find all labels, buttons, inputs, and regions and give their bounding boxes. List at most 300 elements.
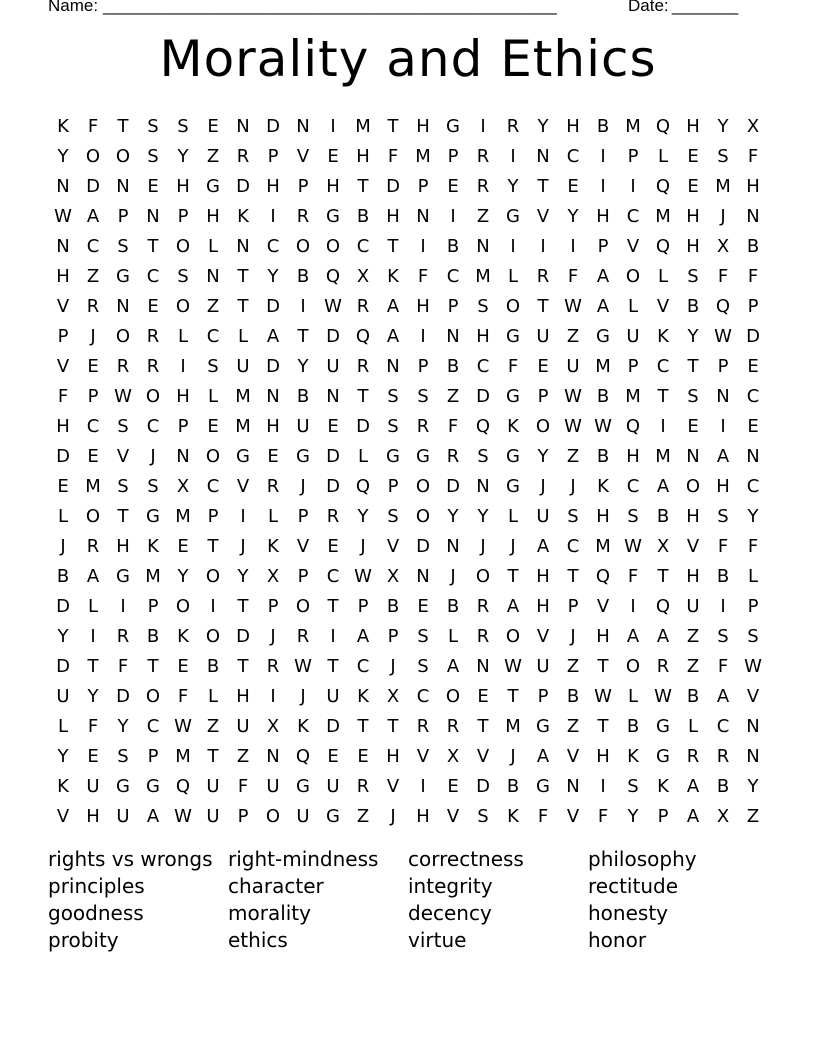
grid-letter[interactable]: I [420, 236, 426, 257]
grid-letter[interactable]: V [626, 236, 640, 257]
grid-letter[interactable]: Z [206, 296, 220, 317]
grid-letter[interactable]: S [117, 746, 129, 767]
grid-letter[interactable]: T [207, 746, 219, 767]
grid-letter[interactable]: H [326, 176, 340, 197]
grid-letter[interactable]: R [236, 146, 250, 167]
grid-letter[interactable]: C [266, 236, 280, 257]
grid-letter[interactable]: T [117, 116, 129, 137]
grid-letter[interactable]: K [627, 746, 639, 767]
grid-letter[interactable]: V [536, 626, 550, 647]
grid-letter[interactable]: P [177, 206, 189, 227]
grid-letter[interactable]: D [476, 386, 490, 407]
grid-letter[interactable]: B [596, 386, 610, 407]
grid-letter[interactable]: T [597, 716, 609, 737]
grid-letter[interactable]: J [90, 326, 96, 347]
grid-letter[interactable]: R [476, 596, 490, 617]
grid-letter[interactable]: H [116, 536, 130, 557]
grid-letter[interactable]: A [536, 536, 550, 557]
grid-letter[interactable]: N [206, 266, 220, 287]
grid-letter[interactable]: B [686, 296, 700, 317]
grid-letter[interactable]: J [300, 476, 306, 497]
grid-letter[interactable]: T [507, 566, 519, 587]
grid-letter[interactable]: Q [355, 476, 371, 497]
grid-letter[interactable]: T [237, 266, 249, 287]
grid-letter[interactable]: E [87, 746, 99, 767]
grid-letter[interactable]: U [326, 776, 340, 797]
grid-letter[interactable]: Q [355, 326, 371, 347]
grid-letter[interactable]: G [116, 566, 130, 587]
grid-letter[interactable]: T [537, 296, 549, 317]
grid-letter[interactable]: W [744, 656, 762, 677]
grid-letter[interactable]: R [296, 206, 310, 227]
grid-letter[interactable]: G [506, 386, 520, 407]
grid-letter[interactable]: C [146, 416, 160, 437]
grid-letter[interactable]: R [656, 656, 670, 677]
grid-letter[interactable]: Q [325, 266, 341, 287]
grid-letter[interactable]: S [687, 266, 699, 287]
grid-letter[interactable]: N [266, 386, 280, 407]
grid-letter[interactable]: V [416, 746, 430, 767]
grid-letter[interactable]: R [116, 356, 130, 377]
grid-letter[interactable]: M [355, 116, 371, 137]
grid-letter[interactable]: G [446, 116, 460, 137]
grid-letter[interactable]: D [266, 296, 280, 317]
grid-letter[interactable]: N [746, 746, 760, 767]
grid-letter[interactable]: K [177, 626, 189, 647]
grid-letter[interactable]: X [356, 266, 370, 287]
grid-letter[interactable]: Z [686, 626, 700, 647]
grid-letter[interactable]: Q [655, 596, 671, 617]
grid-letter[interactable]: A [596, 266, 610, 287]
grid-letter[interactable]: P [747, 596, 759, 617]
grid-letter[interactable]: P [627, 146, 639, 167]
grid-letter[interactable]: A [356, 626, 370, 647]
grid-letter[interactable]: V [116, 446, 130, 467]
grid-letter[interactable]: L [357, 446, 369, 467]
grid-letter[interactable]: D [476, 776, 490, 797]
grid-letter[interactable]: O [325, 236, 341, 257]
grid-letter[interactable]: S [717, 146, 729, 167]
grid-letter[interactable]: O [625, 266, 641, 287]
grid-letter[interactable]: Y [477, 506, 489, 527]
grid-letter[interactable]: X [386, 686, 400, 707]
grid-letter[interactable]: S [477, 446, 489, 467]
grid-letter[interactable]: X [266, 716, 280, 737]
grid-letter[interactable]: F [87, 116, 99, 137]
grid-letter[interactable]: G [506, 206, 520, 227]
grid-letter[interactable]: Z [356, 806, 370, 827]
grid-letter[interactable]: E [537, 356, 549, 377]
grid-letter[interactable]: C [206, 326, 220, 347]
grid-letter[interactable]: D [326, 716, 340, 737]
grid-letter[interactable]: B [716, 776, 730, 797]
grid-letter[interactable]: E [147, 176, 159, 197]
grid-letter[interactable]: I [540, 236, 546, 257]
grid-letter[interactable]: G [236, 446, 250, 467]
grid-letter[interactable]: T [477, 716, 489, 737]
grid-letter[interactable]: A [506, 596, 520, 617]
grid-letter[interactable]: J [390, 806, 396, 827]
grid-letter[interactable]: D [56, 446, 70, 467]
grid-letter[interactable]: D [236, 176, 250, 197]
grid-letter[interactable]: A [86, 566, 100, 587]
grid-letter[interactable]: Q [715, 296, 731, 317]
grid-letter[interactable]: O [295, 236, 311, 257]
grid-letter[interactable]: B [446, 236, 460, 257]
grid-letter[interactable]: F [717, 266, 729, 287]
grid-letter[interactable]: O [265, 806, 281, 827]
grid-letter[interactable]: L [627, 296, 639, 317]
grid-letter[interactable]: Q [175, 776, 191, 797]
grid-letter[interactable]: R [506, 116, 520, 137]
grid-letter[interactable]: F [747, 536, 759, 557]
grid-letter[interactable]: R [716, 746, 730, 767]
grid-letter[interactable]: H [476, 326, 490, 347]
grid-letter[interactable]: U [536, 506, 550, 527]
grid-letter[interactable]: K [147, 536, 159, 557]
grid-letter[interactable]: A [86, 206, 100, 227]
grid-letter[interactable]: V [446, 806, 460, 827]
grid-letter[interactable]: I [510, 236, 516, 257]
grid-letter[interactable]: D [326, 476, 340, 497]
grid-letter[interactable]: I [420, 326, 426, 347]
grid-letter[interactable]: N [416, 206, 430, 227]
grid-letter[interactable]: K [597, 476, 609, 497]
grid-letter[interactable]: U [326, 686, 340, 707]
grid-letter[interactable]: E [87, 446, 99, 467]
grid-letter[interactable]: V [386, 536, 400, 557]
grid-letter[interactable]: Z [446, 386, 460, 407]
grid-letter[interactable]: R [476, 146, 490, 167]
grid-letter[interactable]: O [205, 446, 221, 467]
grid-letter[interactable]: T [387, 716, 399, 737]
grid-letter[interactable]: A [146, 806, 160, 827]
grid-letter[interactable]: I [330, 116, 336, 137]
grid-letter[interactable]: P [147, 596, 159, 617]
grid-letter[interactable]: O [205, 626, 221, 647]
grid-letter[interactable]: V [476, 746, 490, 767]
grid-letter[interactable]: A [716, 686, 730, 707]
grid-letter[interactable]: H [686, 116, 700, 137]
grid-letter[interactable]: N [566, 776, 580, 797]
grid-letter[interactable]: C [566, 146, 580, 167]
grid-letter[interactable]: D [326, 326, 340, 347]
grid-letter[interactable]: J [240, 536, 246, 557]
grid-letter[interactable]: U [266, 776, 280, 797]
grid-letter[interactable]: F [87, 716, 99, 737]
grid-letter[interactable]: S [147, 476, 159, 497]
grid-letter[interactable]: N [716, 386, 730, 407]
grid-letter[interactable]: L [87, 596, 99, 617]
grid-letter[interactable]: O [145, 686, 161, 707]
grid-letter[interactable]: H [536, 566, 550, 587]
grid-letter[interactable]: L [627, 686, 639, 707]
grid-letter[interactable]: B [56, 566, 70, 587]
grid-letter[interactable]: X [656, 536, 670, 557]
grid-letter[interactable]: T [507, 686, 519, 707]
grid-letter[interactable]: C [566, 536, 580, 557]
grid-letter[interactable]: N [446, 536, 460, 557]
grid-letter[interactable]: C [656, 356, 670, 377]
grid-letter[interactable]: H [206, 206, 220, 227]
grid-letter[interactable]: Y [507, 176, 519, 197]
grid-letter[interactable]: S [567, 506, 579, 527]
grid-letter[interactable]: X [716, 236, 730, 257]
grid-letter[interactable]: G [296, 446, 310, 467]
grid-letter[interactable]: G [416, 446, 430, 467]
grid-letter[interactable]: N [236, 236, 250, 257]
grid-letter[interactable]: J [540, 476, 546, 497]
grid-letter[interactable]: P [627, 356, 639, 377]
grid-letter[interactable]: M [235, 416, 251, 437]
grid-letter[interactable]: P [207, 506, 219, 527]
grid-letter[interactable]: U [296, 416, 310, 437]
grid-letter[interactable]: G [536, 716, 550, 737]
grid-letter[interactable]: X [176, 476, 190, 497]
grid-letter[interactable]: H [266, 416, 280, 437]
grid-letter[interactable]: L [267, 506, 279, 527]
grid-letter[interactable]: J [510, 746, 516, 767]
grid-letter[interactable]: R [356, 356, 370, 377]
grid-letter[interactable]: N [416, 566, 430, 587]
grid-letter[interactable]: U [566, 356, 580, 377]
grid-letter[interactable]: K [237, 206, 249, 227]
grid-letter[interactable]: Z [686, 656, 700, 677]
grid-letter[interactable]: K [387, 266, 399, 287]
grid-letter[interactable]: U [236, 716, 250, 737]
grid-letter[interactable]: Y [177, 146, 189, 167]
grid-letter[interactable]: D [56, 596, 70, 617]
grid-letter[interactable]: O [625, 656, 641, 677]
grid-letter[interactable]: B [716, 566, 730, 587]
grid-letter[interactable]: A [626, 626, 640, 647]
grid-letter[interactable]: P [447, 146, 459, 167]
grid-letter[interactable]: N [746, 446, 760, 467]
grid-letter[interactable]: O [115, 326, 131, 347]
grid-letter[interactable]: C [626, 206, 640, 227]
grid-letter[interactable]: E [327, 746, 339, 767]
grid-letter[interactable]: H [536, 596, 550, 617]
grid-letter[interactable]: C [746, 476, 760, 497]
grid-letter[interactable]: N [476, 236, 490, 257]
grid-letter[interactable]: F [447, 416, 459, 437]
grid-letter[interactable]: Y [87, 686, 99, 707]
grid-letter[interactable]: C [86, 416, 100, 437]
grid-letter[interactable]: E [177, 536, 189, 557]
grid-letter[interactable]: D [86, 176, 100, 197]
grid-letter[interactable]: M [175, 506, 191, 527]
grid-letter[interactable]: I [480, 116, 486, 137]
grid-letter[interactable]: F [387, 146, 399, 167]
grid-letter[interactable]: N [266, 746, 280, 767]
grid-letter[interactable]: Y [267, 266, 279, 287]
grid-letter[interactable]: E [207, 116, 219, 137]
grid-letter[interactable]: K [357, 686, 369, 707]
grid-letter[interactable]: H [686, 236, 700, 257]
grid-letter[interactable]: B [146, 626, 160, 647]
grid-letter[interactable]: H [596, 206, 610, 227]
grid-letter[interactable]: C [626, 476, 640, 497]
grid-letter[interactable]: M [415, 146, 431, 167]
grid-letter[interactable]: F [177, 686, 189, 707]
grid-letter[interactable]: S [207, 356, 219, 377]
grid-letter[interactable]: N [296, 116, 310, 137]
grid-letter[interactable]: X [266, 566, 280, 587]
grid-letter[interactable]: P [297, 506, 309, 527]
grid-letter[interactable]: M [595, 536, 611, 557]
grid-letter[interactable]: Y [747, 776, 759, 797]
grid-letter[interactable]: P [747, 296, 759, 317]
grid-letter[interactable]: W [714, 326, 732, 347]
grid-letter[interactable]: S [117, 236, 129, 257]
grid-letter[interactable]: U [236, 356, 250, 377]
grid-letter[interactable]: D [356, 416, 370, 437]
grid-letter[interactable]: Y [117, 716, 129, 737]
grid-letter[interactable]: U [536, 326, 550, 347]
grid-letter[interactable]: G [656, 746, 670, 767]
grid-letter[interactable]: L [447, 626, 459, 647]
date-blank[interactable]: _______ [672, 0, 739, 15]
grid-letter[interactable]: W [504, 656, 522, 677]
grid-letter[interactable]: J [570, 626, 576, 647]
grid-letter[interactable]: H [626, 446, 640, 467]
grid-letter[interactable]: S [687, 386, 699, 407]
grid-letter[interactable]: S [627, 506, 639, 527]
grid-letter[interactable]: P [537, 386, 549, 407]
grid-letter[interactable]: D [266, 356, 280, 377]
grid-letter[interactable]: M [715, 176, 731, 197]
grid-letter[interactable]: P [87, 386, 99, 407]
grid-letter[interactable]: T [147, 236, 159, 257]
grid-letter[interactable]: V [296, 146, 310, 167]
grid-letter[interactable]: W [564, 416, 582, 437]
grid-letter[interactable]: N [56, 176, 70, 197]
grid-letter[interactable]: Y [237, 566, 249, 587]
grid-letter[interactable]: N [476, 476, 490, 497]
grid-letter[interactable]: J [480, 536, 486, 557]
grid-letter[interactable]: V [56, 806, 70, 827]
grid-letter[interactable]: E [687, 176, 699, 197]
grid-letter[interactable]: T [537, 176, 549, 197]
grid-letter[interactable]: K [507, 416, 519, 437]
grid-letter[interactable]: J [360, 536, 366, 557]
grid-letter[interactable]: N [176, 446, 190, 467]
grid-letter[interactable]: Z [86, 266, 100, 287]
grid-letter[interactable]: E [207, 416, 219, 437]
grid-letter[interactable]: N [476, 656, 490, 677]
grid-letter[interactable]: I [600, 176, 606, 197]
grid-letter[interactable]: S [117, 476, 129, 497]
grid-letter[interactable]: L [507, 266, 519, 287]
grid-letter[interactable]: U [686, 596, 700, 617]
grid-letter[interactable]: S [477, 806, 489, 827]
grid-letter[interactable]: T [147, 656, 159, 677]
grid-letter[interactable]: O [535, 416, 551, 437]
grid-letter[interactable]: B [596, 116, 610, 137]
grid-letter[interactable]: M [145, 566, 161, 587]
grid-letter[interactable]: Y [57, 626, 69, 647]
grid-letter[interactable]: U [56, 686, 70, 707]
grid-letter[interactable]: I [720, 596, 726, 617]
grid-letter[interactable]: W [654, 686, 672, 707]
grid-letter[interactable]: V [686, 536, 700, 557]
grid-letter[interactable]: B [296, 386, 310, 407]
grid-letter[interactable]: T [117, 506, 129, 527]
grid-letter[interactable]: E [267, 446, 279, 467]
grid-letter[interactable]: H [596, 626, 610, 647]
grid-letter[interactable]: O [415, 506, 431, 527]
grid-letter[interactable]: N [116, 296, 130, 317]
grid-letter[interactable]: R [356, 296, 370, 317]
grid-letter[interactable]: P [297, 566, 309, 587]
grid-letter[interactable]: Y [177, 566, 189, 587]
grid-letter[interactable]: L [237, 326, 249, 347]
grid-letter[interactable]: O [175, 296, 191, 317]
grid-letter[interactable]: N [386, 356, 400, 377]
grid-letter[interactable]: T [387, 116, 399, 137]
grid-letter[interactable]: N [56, 236, 70, 257]
grid-letter[interactable]: V [656, 296, 670, 317]
grid-letter[interactable]: S [177, 266, 189, 287]
grid-letter[interactable]: H [386, 206, 400, 227]
grid-letter[interactable]: G [146, 776, 160, 797]
grid-letter[interactable]: G [596, 326, 610, 347]
grid-letter[interactable]: O [205, 566, 221, 587]
grid-letter[interactable]: A [716, 446, 730, 467]
grid-letter[interactable]: S [387, 386, 399, 407]
grid-letter[interactable]: G [536, 776, 550, 797]
grid-letter[interactable]: E [747, 416, 759, 437]
grid-letter[interactable]: V [56, 356, 70, 377]
grid-letter[interactable]: T [357, 386, 369, 407]
grid-letter[interactable]: O [115, 146, 131, 167]
grid-letter[interactable]: H [386, 746, 400, 767]
grid-letter[interactable]: I [660, 416, 666, 437]
grid-letter[interactable]: M [235, 386, 251, 407]
grid-letter[interactable]: R [296, 626, 310, 647]
grid-letter[interactable]: F [57, 386, 69, 407]
grid-letter[interactable]: N [746, 206, 760, 227]
grid-letter[interactable]: E [177, 656, 189, 677]
grid-letter[interactable]: F [747, 146, 759, 167]
grid-letter[interactable]: T [657, 386, 669, 407]
grid-letter[interactable]: R [326, 506, 340, 527]
grid-letter[interactable]: T [657, 566, 669, 587]
grid-letter[interactable]: V [746, 686, 760, 707]
grid-letter[interactable]: H [266, 176, 280, 197]
grid-letter[interactable]: J [720, 206, 726, 227]
grid-letter[interactable]: S [417, 386, 429, 407]
grid-letter[interactable]: S [477, 296, 489, 317]
grid-letter[interactable]: B [656, 506, 670, 527]
grid-letter[interactable]: O [85, 146, 101, 167]
grid-letter[interactable]: F [717, 536, 729, 557]
grid-letter[interactable]: V [536, 206, 550, 227]
grid-letter[interactable]: F [717, 656, 729, 677]
grid-letter[interactable]: B [446, 596, 460, 617]
grid-letter[interactable]: Y [297, 356, 309, 377]
grid-letter[interactable]: M [175, 746, 191, 767]
grid-letter[interactable]: L [57, 506, 69, 527]
grid-letter[interactable]: Q [655, 176, 671, 197]
grid-letter[interactable]: V [236, 476, 250, 497]
grid-letter[interactable]: W [54, 206, 72, 227]
grid-letter[interactable]: R [266, 656, 280, 677]
grid-letter[interactable]: W [564, 296, 582, 317]
grid-letter[interactable]: O [475, 566, 491, 587]
grid-letter[interactable]: K [657, 776, 669, 797]
grid-letter[interactable]: S [147, 146, 159, 167]
